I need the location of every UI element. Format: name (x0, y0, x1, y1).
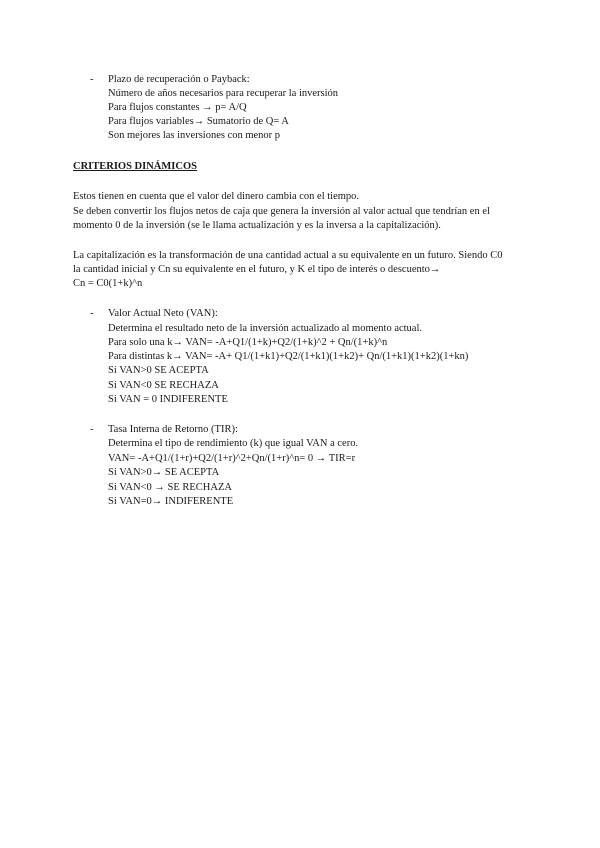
payback-line: Para flujos variables→ Sumatorio de Q= A (108, 116, 289, 127)
tir-line: Si VAN>0→ SE ACEPTA (108, 467, 220, 478)
capitalization-line: La capitalización es la transformación de una cantidad actual a su equivalente en un futuro. Siendo C0 (73, 250, 503, 261)
van-title: Valor Actual Neto (VAN): (108, 308, 218, 319)
tir-line: VAN= -A+Q1/(1+r)+Q2/(1+r)^2+Qn/(1+r)^n= 0 → TIR=r (108, 453, 356, 464)
van-bullet: - (90, 308, 94, 319)
tir-line: Determina el tipo de rendimiento (k) que igual VAN a cero. (108, 438, 359, 449)
tir-line: Si VAN=0→ INDIFERENTE (108, 496, 234, 507)
payback-title: Plazo de recuperación o Payback: (108, 74, 250, 85)
intro-line: Estos tienen en cuenta que el valor del dinero cambia con el tiempo. (73, 191, 360, 202)
van-line: Determina el resultado neto de la inversión actualizado al momento actual. (108, 323, 423, 334)
capitalization-formula: Cn = C0(1+k)^n (73, 278, 143, 289)
van-line: Para solo una k→ VAN= -A+Q1/(1+k)+Q2/(1+k)^2 + Qn/(1+k)^n (108, 337, 388, 348)
van-line: Si VAN<0 SE RECHAZA (108, 380, 219, 391)
payback-bullet: - (90, 74, 94, 85)
tir-bullet: - (90, 424, 94, 435)
van-line: Para distintas k→ VAN= -A+ Q1/(1+k1)+Q2/(1+k1)(1+k2)+ Qn/(1+k1)(1+k2)(1+kn) (108, 351, 469, 362)
intro-line: Se deben convertir los flujos netos de caja que genera la inversión al valor actual que tendrían en el (73, 206, 490, 217)
tir-title: Tasa Interna de Retorno (TIR): (108, 424, 238, 435)
van-line: Si VAN = 0 INDIFERENTE (108, 394, 228, 405)
section-heading: CRITERIOS DINÁMICOS (73, 161, 197, 172)
van-line: Si VAN>0 SE ACEPTA (108, 365, 209, 376)
tir-line: Si VAN<0 → SE RECHAZA (108, 482, 232, 493)
capitalization-line: la cantidad inicial y Cn su equivalente en el futuro, y K el tipo de interés o descuento→ (73, 264, 441, 275)
payback-line: Número de años necesarios para recuperar la inversión (108, 88, 339, 99)
payback-line: Para flujos constantes → p= A/Q (108, 102, 247, 113)
intro-line: momento 0 de la inversión (se le llama actualización y es la inversa a la capitalización). (73, 220, 441, 231)
payback-line: Son mejores las inversiones con menor p (108, 130, 281, 141)
